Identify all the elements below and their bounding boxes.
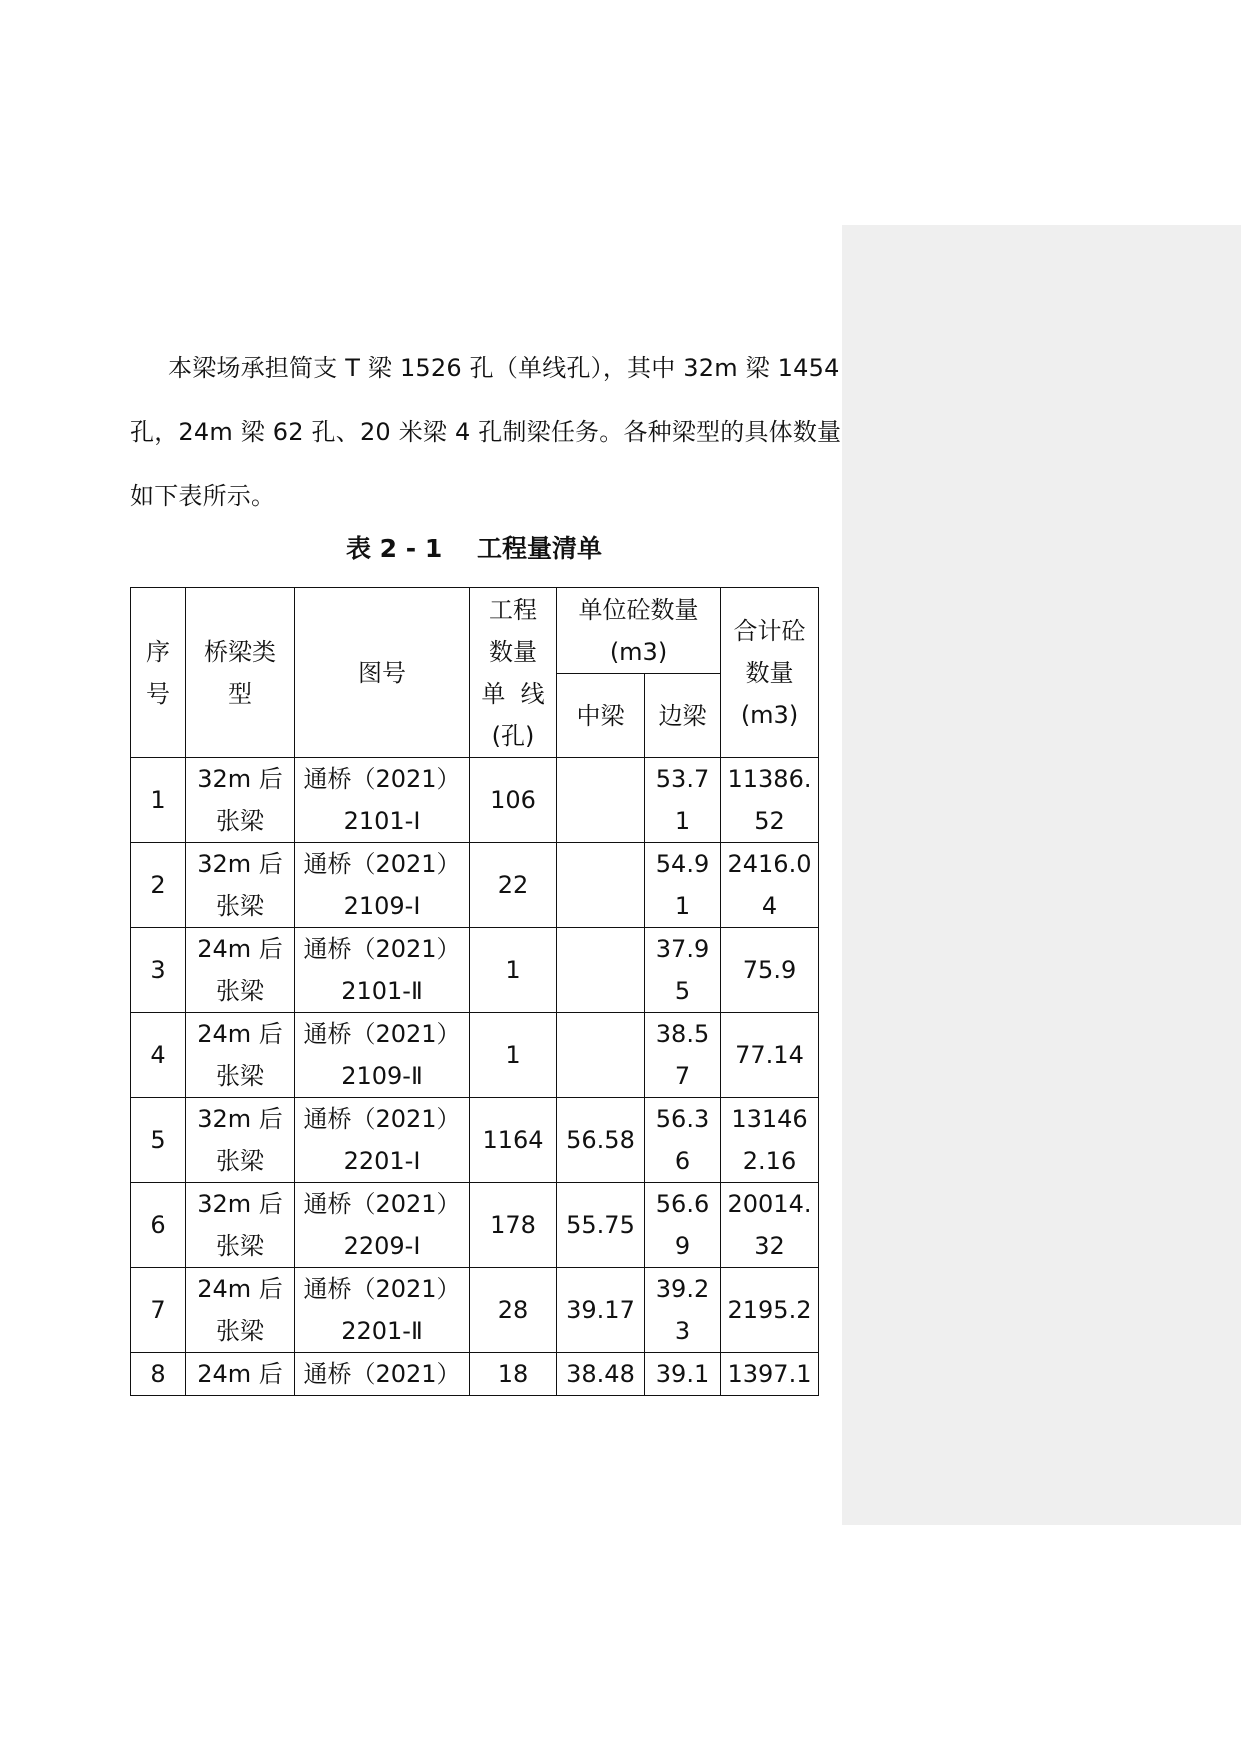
cell-middle-beam — [557, 928, 645, 1013]
cell-total-concrete-line-2: 32 — [754, 1232, 785, 1260]
cell-total-concrete — [721, 1353, 819, 1396]
cell-drawing-no — [295, 1183, 470, 1268]
header-middle-beam — [557, 674, 645, 758]
cell-total-concrete — [721, 1013, 819, 1098]
cell-drawing-no-line-1: 通桥（2021） — [303, 1275, 461, 1303]
cell-drawing-no-line-2: 2209-Ⅰ — [343, 1232, 421, 1260]
cell-quantity — [470, 1098, 557, 1183]
cell-quantity-text: 1 — [505, 1041, 521, 1069]
header-bridge-type-line-1: 桥梁类 — [204, 637, 276, 666]
table-row — [131, 928, 819, 1013]
cell-no-text: 1 — [150, 786, 166, 814]
cell-side-beam-line-2: 1 — [674, 892, 691, 920]
cell-total-concrete-line-2: 2.16 — [742, 1147, 797, 1175]
table-row — [131, 1268, 819, 1353]
header-quantity-line-4: (孔) — [491, 721, 535, 750]
cell-side-beam — [645, 928, 721, 1013]
cell-side-beam — [645, 1353, 721, 1396]
cell-total-concrete-line-1: 2416.0 — [727, 850, 812, 878]
cell-drawing-no — [295, 1268, 470, 1353]
cell-total-concrete-line-1: 1397.1 — [727, 1360, 812, 1388]
cell-no — [131, 1268, 186, 1353]
table-caption: 表 2 - 1 工程量清单 — [345, 534, 603, 563]
cell-total-concrete — [721, 843, 819, 928]
cell-middle-beam — [557, 1183, 645, 1268]
cell-side-beam-line-2: 6 — [674, 1147, 691, 1175]
body-paragraph — [130, 336, 842, 528]
cell-no-text: 6 — [150, 1211, 166, 1239]
cell-no — [131, 843, 186, 928]
cell-bridge-type-line-1: 32m 后 — [197, 1190, 283, 1218]
cell-total-concrete — [721, 1268, 819, 1353]
cell-side-beam-line-1: 38.5 — [655, 1020, 710, 1048]
cell-bridge-type — [186, 1098, 295, 1183]
cell-quantity-text: 178 — [490, 1211, 536, 1239]
cell-no-text: 2 — [150, 871, 166, 899]
cell-drawing-no — [295, 1013, 470, 1098]
cell-bridge-type-line-1: 24m 后 — [197, 1360, 283, 1388]
header-total-concrete-line-3: (m3) — [740, 700, 799, 729]
cell-quantity — [470, 843, 557, 928]
cell-middle-beam-text: 55.75 — [566, 1211, 635, 1239]
cell-quantity — [470, 758, 557, 843]
cell-quantity — [470, 1353, 557, 1396]
paragraph-line-3: 如下表所示。 — [130, 482, 276, 510]
cell-no-text: 4 — [150, 1041, 166, 1069]
cell-drawing-no-line-2: 2101-Ⅰ — [343, 807, 421, 835]
cell-bridge-type-line-1: 24m 后 — [197, 935, 283, 963]
paragraph-line-2: 孔，24m 梁 62 孔、20 米梁 4 孔制梁任务。各种梁型的具体数量 — [130, 418, 842, 446]
cell-quantity-text: 22 — [497, 871, 529, 899]
cell-total-concrete — [721, 1183, 819, 1268]
comment-margin-pane — [842, 225, 1241, 1525]
cell-side-beam — [645, 1268, 721, 1353]
header-side-beam-text: 边梁 — [658, 701, 707, 730]
table-row — [131, 758, 819, 843]
cell-drawing-no-line-1: 通桥（2021） — [303, 765, 461, 793]
cell-drawing-no — [295, 1353, 470, 1396]
header-quantity-line-3: 单 线 — [481, 679, 545, 708]
header-quantity-line-2: 数量 — [489, 637, 537, 666]
cell-no — [131, 1183, 186, 1268]
cell-total-concrete-line-1: 77.14 — [735, 1041, 804, 1069]
cell-bridge-type-line-1: 24m 后 — [197, 1275, 283, 1303]
cell-bridge-type-line-2: 张梁 — [216, 1232, 264, 1260]
cell-drawing-no-line-2: 2101-Ⅱ — [341, 977, 423, 1005]
cell-bridge-type-line-2: 张梁 — [216, 1147, 264, 1175]
cell-no — [131, 1013, 186, 1098]
cell-drawing-no — [295, 1098, 470, 1183]
header-total-concrete-line-2: 数量 — [745, 658, 794, 687]
cell-middle-beam — [557, 758, 645, 843]
paragraph-line-1: 本梁场承担简支 T 梁 1526 孔（单线孔），其中 32m 梁 1454 — [168, 354, 840, 382]
cell-bridge-type — [186, 1183, 295, 1268]
cell-side-beam-line-2: 9 — [674, 1232, 691, 1260]
cell-side-beam-line-2: 5 — [674, 977, 691, 1005]
cell-drawing-no — [295, 928, 470, 1013]
cell-middle-beam-text: 38.48 — [566, 1360, 635, 1388]
cell-drawing-no-line-1: 通桥（2021） — [303, 1360, 461, 1388]
cell-side-beam-line-1: 54.9 — [655, 850, 710, 878]
header-unit-concrete-line-2: (m3) — [609, 637, 668, 666]
cell-middle-beam — [557, 1013, 645, 1098]
cell-side-beam — [645, 1183, 721, 1268]
cell-bridge-type — [186, 1013, 295, 1098]
header-quantity-line-1: 工程 — [489, 595, 537, 624]
header-drawing-no-text: 图号 — [358, 658, 406, 687]
header-drawing-no — [295, 588, 470, 758]
cell-total-concrete-line-1: 11386. — [727, 765, 812, 793]
cell-bridge-type — [186, 1353, 295, 1396]
cell-quantity-text: 1164 — [482, 1126, 544, 1154]
cell-drawing-no-line-2: 2201-Ⅱ — [341, 1317, 423, 1345]
cell-bridge-type-line-2: 张梁 — [216, 807, 264, 835]
cell-total-concrete-line-1: 13146 — [731, 1105, 808, 1133]
cell-middle-beam — [557, 1353, 645, 1396]
header-no-line-1: 序 — [146, 637, 170, 666]
header-unit-concrete-line-1: 单位砼数量 — [578, 595, 699, 624]
cell-side-beam-line-1: 37.9 — [655, 935, 710, 963]
cell-total-concrete-line-1: 2195.2 — [727, 1296, 812, 1324]
cell-side-beam — [645, 843, 721, 928]
cell-no-text: 8 — [150, 1360, 166, 1388]
cell-drawing-no-line-1: 通桥（2021） — [303, 935, 461, 963]
cell-quantity — [470, 1183, 557, 1268]
cell-bridge-type-line-2: 张梁 — [216, 892, 264, 920]
cell-side-beam — [645, 758, 721, 843]
cell-drawing-no-line-2: 2201-Ⅰ — [343, 1147, 421, 1175]
cell-drawing-no-line-1: 通桥（2021） — [303, 1105, 461, 1133]
cell-middle-beam — [557, 1098, 645, 1183]
cell-bridge-type-line-1: 32m 后 — [197, 765, 283, 793]
cell-bridge-type — [186, 758, 295, 843]
cell-quantity-text: 18 — [497, 1360, 529, 1388]
cell-side-beam-line-2: 7 — [674, 1062, 691, 1090]
header-no-line-2: 号 — [146, 679, 170, 708]
cell-drawing-no-line-2: 2109-Ⅰ — [343, 892, 421, 920]
cell-bridge-type — [186, 843, 295, 928]
header-quantity — [470, 588, 557, 758]
cell-no — [131, 1353, 186, 1396]
cell-middle-beam-text: 56.58 — [566, 1126, 635, 1154]
cell-quantity-text: 1 — [505, 956, 521, 984]
table-row — [131, 1183, 819, 1268]
cell-side-beam-line-1: 39.1 — [655, 1360, 710, 1388]
cell-quantity-text: 28 — [497, 1296, 529, 1324]
cell-quantity-text: 106 — [490, 786, 536, 814]
cell-drawing-no-line-1: 通桥（2021） — [303, 1020, 461, 1048]
cell-side-beam-line-2: 1 — [674, 807, 691, 835]
table-row — [131, 843, 819, 928]
cell-side-beam — [645, 1013, 721, 1098]
header-unit-concrete — [557, 588, 721, 674]
cell-side-beam-line-1: 39.2 — [655, 1275, 710, 1303]
cell-middle-beam — [557, 1268, 645, 1353]
cell-total-concrete-line-1: 20014. — [727, 1190, 812, 1218]
cell-total-concrete — [721, 1098, 819, 1183]
cell-side-beam-line-1: 56.3 — [655, 1105, 710, 1133]
cell-bridge-type-line-2: 张梁 — [216, 977, 264, 1005]
cell-total-concrete — [721, 928, 819, 1013]
cell-side-beam-line-2: 3 — [674, 1317, 691, 1345]
cell-no — [131, 758, 186, 843]
cell-drawing-no-line-2: 2109-Ⅱ — [341, 1062, 423, 1090]
header-side-beam — [645, 674, 721, 758]
cell-middle-beam-text: 39.17 — [566, 1296, 635, 1324]
table-row — [131, 1098, 819, 1183]
cell-bridge-type-line-1: 24m 后 — [197, 1020, 283, 1048]
header-middle-beam-text: 中梁 — [576, 701, 625, 730]
cell-side-beam — [645, 1098, 721, 1183]
header-no — [131, 588, 186, 758]
header-bridge-type-line-2: 型 — [228, 679, 252, 708]
cell-bridge-type-line-1: 32m 后 — [197, 1105, 283, 1133]
cell-no — [131, 928, 186, 1013]
cell-quantity — [470, 1268, 557, 1353]
header-total-concrete-line-1: 合计砼 — [733, 616, 806, 645]
cell-quantity — [470, 1013, 557, 1098]
header-row-1 — [131, 588, 819, 674]
header-total-concrete — [721, 588, 819, 758]
cell-quantity — [470, 928, 557, 1013]
header-bridge-type — [186, 588, 295, 758]
cell-bridge-type-line-2: 张梁 — [216, 1062, 264, 1090]
cell-no-text: 7 — [150, 1296, 166, 1324]
cell-no — [131, 1098, 186, 1183]
cell-bridge-type — [186, 928, 295, 1013]
cell-total-concrete — [721, 758, 819, 843]
cell-drawing-no — [295, 843, 470, 928]
cell-side-beam-line-1: 53.7 — [655, 765, 710, 793]
cell-bridge-type — [186, 1268, 295, 1353]
cell-bridge-type-line-1: 32m 后 — [197, 850, 283, 878]
table-row — [131, 1353, 819, 1396]
cell-drawing-no-line-1: 通桥（2021） — [303, 850, 461, 878]
cell-drawing-no — [295, 758, 470, 843]
quantity-table — [130, 587, 819, 1396]
table-body — [131, 588, 819, 1396]
cell-total-concrete-line-2: 4 — [761, 892, 778, 920]
cell-no-text: 5 — [150, 1126, 166, 1154]
cell-no-text: 3 — [150, 956, 166, 984]
cell-bridge-type-line-2: 张梁 — [216, 1317, 264, 1345]
cell-side-beam-line-1: 56.6 — [655, 1190, 710, 1218]
cell-total-concrete-line-1: 75.9 — [742, 956, 797, 984]
cell-middle-beam — [557, 843, 645, 928]
cell-total-concrete-line-2: 52 — [754, 807, 785, 835]
table-row — [131, 1013, 819, 1098]
cell-drawing-no-line-1: 通桥（2021） — [303, 1190, 461, 1218]
